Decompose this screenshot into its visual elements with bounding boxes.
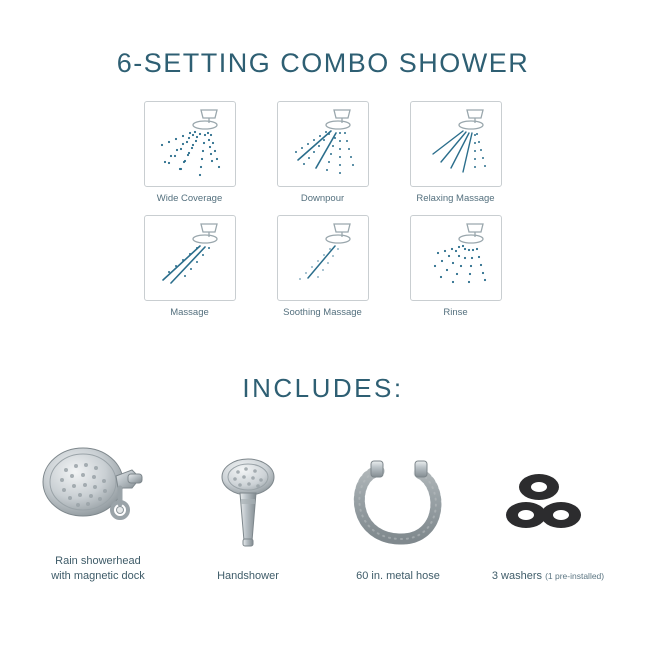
washers-icon [473,445,623,555]
include-item-washers [473,445,623,584]
spray-downpour-icon [278,102,368,187]
setting-icon-box [277,101,369,187]
setting-item-downpour [256,101,389,205]
setting-icon-box [144,101,236,187]
setting-label: Rinse [443,307,468,318]
metal-hose-icon [323,445,473,555]
setting-item-wide-coverage [123,101,256,205]
include-label [51,554,145,584]
setting-icon-box [277,215,369,301]
setting-label: Downpour [300,193,345,204]
include-label [217,569,279,584]
spray-rinse-icon [411,216,501,301]
include-item-rain-showerhead [23,430,173,584]
handshower-icon [173,445,323,555]
include-item-metal-hose [323,445,473,584]
include-label [356,569,440,584]
include-label-note: (1 pre-installed) [545,571,605,581]
include-label-line1: Rain showerhead [55,555,141,567]
setting-item-massage [123,215,256,319]
spray-relaxing-massage-icon [411,102,501,187]
settings-grid [123,101,523,329]
setting-item-rinse [389,215,522,319]
include-label-line2: with magnetic dock [51,570,145,582]
include-label-line1: Handshower [217,570,279,582]
include-label [492,569,604,584]
spray-massage-icon [145,216,235,301]
setting-label: Relaxing Massage [416,193,495,204]
setting-icon-box [410,101,502,187]
include-label-line1: 3 washers [491,570,542,582]
setting-label: Wide Coverage [156,193,223,204]
include-item-handshower [173,445,323,584]
includes-row [0,430,646,584]
rain-showerhead-icon [23,430,173,540]
setting-label: Massage [170,307,209,318]
setting-item-relaxing-massage [389,101,522,205]
setting-icon-box [144,215,236,301]
spray-soothing-massage-icon [278,216,368,301]
setting-item-soothing-massage [256,215,389,319]
spray-wide-icon [145,102,235,187]
setting-icon-box [410,215,502,301]
setting-label: Soothing Massage [283,307,362,318]
include-label-line1: 60 in. metal hose [356,570,440,582]
includes-heading: INCLUDES: [242,373,404,403]
page-title: 6-SETTING COMBO SHOWER [116,48,530,78]
